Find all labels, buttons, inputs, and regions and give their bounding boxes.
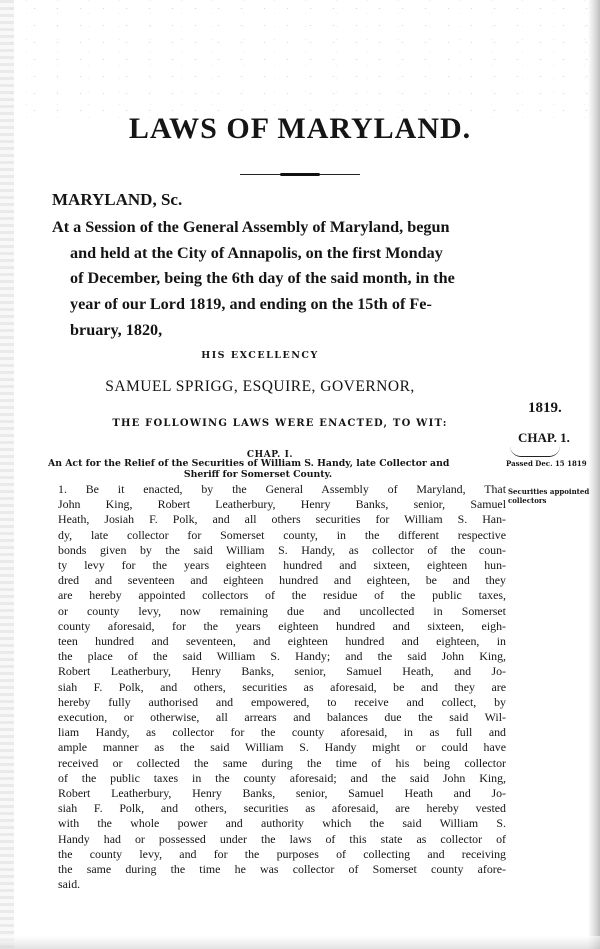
page-title: LAWS OF MARYLAND. [128, 112, 472, 145]
state-heading: MARYLAND, Sc. [52, 190, 183, 209]
governor-heading: SAMUEL SPRIGG, ESQUIRE, GOVERNOR, [105, 378, 415, 395]
body-line: ample manner as the said William S. Handy might or could have [58, 740, 506, 755]
body-line: Robert Leatherbury, Henry Banks, senior, Samuel Heath, and Jo- [58, 664, 506, 679]
bottom-page-edge [0, 936, 600, 949]
year-margin-note: 1819. [528, 400, 562, 416]
body-line: hereby fully authorised and empowered, to receive and collect, by [58, 694, 506, 709]
chapter-margin-label: CHAP. 1. [518, 430, 570, 445]
following-laws-heading: THE FOLLOWING LAWS WERE ENACTED, TO WIT: [112, 418, 448, 429]
body-line: siah F. Polk, and others, securities as aforesaid, are hereby vested [58, 801, 506, 816]
body-line: with the whole power and authority which the said William S. [58, 816, 506, 831]
body-line: 1. Be it enacted, by the General Assembly of Maryland, That [58, 482, 506, 496]
body-line: teen hundred and seventeen, and eighteen hundred and eighteen, in [58, 634, 506, 649]
body-line: siah F. Polk, and others, securities as aforesaid, be and they are [58, 679, 506, 694]
body-line: Handy had or possessed under the laws of this state as collector of [58, 831, 506, 846]
body-line: dy, late collector for Somerset county, in the different respective [58, 527, 506, 542]
body-line: are hereby appointed collectors of the residue of the public taxes, [58, 588, 506, 603]
session-line: bruary, 1820, [70, 320, 163, 339]
session-line: of December, being the 6th day of the said month, in the [70, 269, 455, 288]
chapter-heading: CHAP. I. [246, 450, 294, 460]
session-line: year of our Lord 1819, and ending on the 15th of Fe- [70, 295, 432, 314]
passed-date-note: Passed Dec. 15 1819 [506, 459, 587, 468]
act-title-line: An Act for the Relief of the Securities of William S. Handy, late Collector and [48, 458, 450, 469]
body-line: received or collected the same during the time of his being collector [58, 755, 506, 770]
ornamental-rule [240, 170, 360, 180]
body-line: Robert Leatherbury, Henry Banks, senior, Samuel Heath and Jo- [58, 786, 506, 801]
body-line: dred and seventeen and eighteen hundred and eighteen, be and they [58, 573, 506, 588]
body-line: Heath, Josiah F. Polk, and all others securities for William S. Han- [58, 512, 506, 527]
act-title-line: Sheriff for Somerset County. [183, 468, 333, 480]
body-line: the place of the said William S. Handy; and the said John King, [58, 649, 506, 664]
body-line: the county levy, and for the purposes of collecting and receiving [58, 846, 506, 861]
body-line: or county levy, now remaining due and uncollected in Somerset [58, 603, 506, 618]
body-line: said. [58, 877, 81, 892]
margin-side-note: Securities appointed collectors [508, 487, 590, 505]
body-line: bonds given by the said William S. Handy, as collector of the coun- [58, 542, 506, 557]
scan-speckle [0, 0, 600, 120]
body-line: county aforesaid, for the years eighteen hundred and sixteen, eigh- [58, 618, 506, 633]
act-title [48, 459, 508, 481]
act-body-text [58, 482, 506, 892]
body-line: execution, or otherwise, all arrears and balances due the said Wil- [58, 710, 506, 725]
session-paragraph [52, 215, 512, 344]
body-line: ty levy for the years eighteen hundred and sixteen, eighteen hun- [58, 558, 506, 573]
body-line: John King, Robert Leatherbury, Henry Banks, senior, Samuel [58, 497, 506, 512]
session-line: and held at the City of Annapolis, on the first Monday [70, 243, 443, 262]
body-line: of the public taxes in the county aforesaid; and the said John King, [58, 770, 506, 785]
body-line: the same during the time he was collector of Somerset county afore- [58, 862, 506, 877]
session-line: At a Session of the General Assembly of Maryland, begun [52, 218, 450, 236]
his-excellency-heading: HIS EXCELLENCY [201, 350, 319, 361]
body-line: liam Handy, as collector for the county aforesaid, in as full and [58, 725, 506, 740]
